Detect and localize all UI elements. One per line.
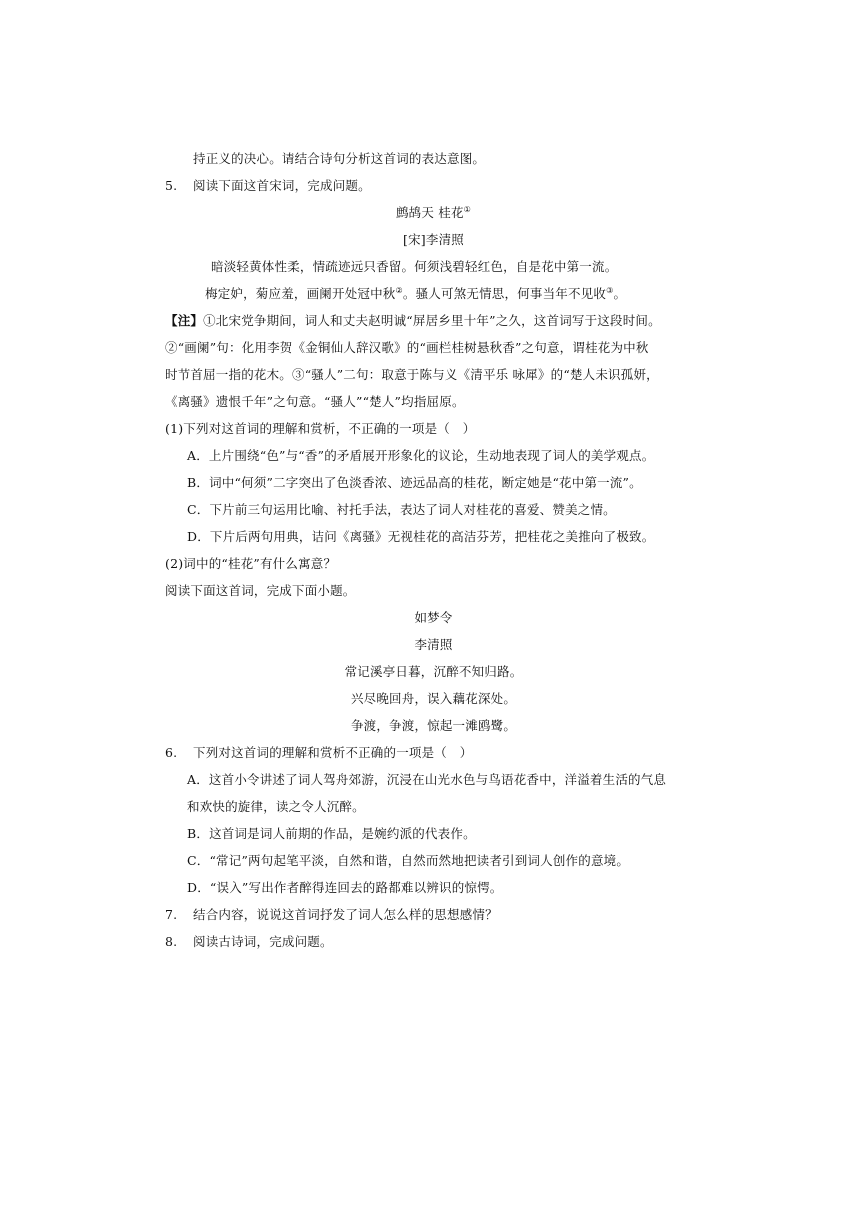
poem-line-part: 梅定妒，菊应羞，画阑开处冠中秋 [205, 286, 396, 301]
footnote-mark: ① [463, 204, 472, 214]
option-a: A．上片围绕“色”与“香”的矛盾展开形象化的议论，生动地表现了词人的美学观点。 [187, 448, 655, 463]
option-c: C．“常记”两句起笔平淡，自然和谐，自然而然地把读者引到词人创作的意境。 [187, 853, 630, 868]
group-prompt: 阅读下面这首词，完成下面小题。 [165, 583, 356, 598]
poem-line [205, 286, 626, 302]
question-number: 8. [165, 934, 178, 949]
question-7 [165, 907, 498, 923]
option-a: A．这首小令讲述了词人驾舟郊游，沉浸在山光水色与鸟语花香中，洋溢着生活的气息 [187, 772, 667, 787]
poem-title: 如梦令 [414, 610, 453, 625]
option-b: B．词中“何须”二字突出了色淡香浓、迹远品高的桂花，断定她是“花中第一流”。 [187, 475, 642, 490]
sub-question-2: (2)词中的“桂花”有什么寓意？ [165, 556, 337, 571]
poem-author: 李清照 [414, 637, 453, 652]
question-number: 6. [165, 745, 178, 760]
continuation-text: 持正义的决心。请结合诗句分析这首词的表达意图。 [193, 151, 486, 166]
footnote-mark: ② [395, 285, 403, 295]
poem-line: 常记溪亭日暮，沉醉不知归路。 [344, 664, 523, 679]
poem-line-part: 。 [613, 286, 627, 301]
option-d: D．“误入”写出作者醉得连回去的路都难以辨识的惊愕。 [187, 880, 503, 895]
poem-line: 暗淡轻黄体性柔，情疏迹远只香留。何须浅碧轻红色，自是花中第一流。 [211, 259, 618, 274]
question-prompt: 下列对这首词的理解和赏析不正确的一项是（ ） [193, 745, 473, 760]
question-prompt: 结合内容，说说这首词抒发了词人怎么样的思想感情？ [193, 907, 498, 922]
poem-title-text: 鹧鸪天 桂花 [395, 205, 464, 220]
notes-line: 《离骚》遗恨千年”之句意。“骚人”“楚人”均指屈原。 [165, 394, 465, 409]
notes-tag: 【注】 [165, 313, 204, 328]
poem-title [0, 205, 867, 221]
option-c: C．下片前三句运用比喻、衬托手法，表达了词人对桂花的喜爱、赞美之情。 [187, 502, 616, 517]
question-prompt: 阅读下面这首宋词，完成问题。 [193, 178, 371, 193]
sub-question-1: (1)下列对这首词的理解和赏析，不正确的一项是（ ） [165, 421, 476, 436]
poem-line: 兴尽晚回舟，误入藕花深处。 [350, 691, 517, 706]
poem-line-part: 。骚人可煞无情思，何事当年不见收 [402, 286, 607, 301]
notes-line: ②“画阑”句：化用李贺《金铜仙人辞汉歌》的“画栏桂树悬秋香”之句意，谓桂花为中秋 [165, 340, 649, 355]
question-number: 7. [165, 907, 178, 922]
notes-line: 时节首屈一指的花木。③“骚人”二句：取意于陈与义《清平乐 咏犀》的“楚人未识孤妍， [165, 367, 659, 382]
question-number: 5. [165, 178, 178, 193]
question-6 [165, 745, 472, 761]
option-b: B．这首词是词人前期的作品，是婉约派的代表作。 [187, 826, 476, 841]
notes-line [165, 313, 661, 329]
footnote-mark: ③ [606, 285, 614, 295]
question-8 [165, 934, 333, 950]
option-d: D．下片后两句用典，诘问《离骚》无视桂花的高洁芬芳，把桂花之美推向了极致。 [187, 529, 655, 544]
question-prompt: 阅读古诗词，完成问题。 [193, 934, 333, 949]
poem-line: 争渡，争渡，惊起一滩鸥鹭。 [350, 718, 517, 733]
notes-text: ①北宋党争期间，词人和丈夫赵明诚“屏居乡里十年”之久，这首词写于这段时间。 [203, 313, 661, 328]
question-5 [165, 178, 371, 194]
poem-author: [宋]李清照 [403, 232, 464, 247]
option-a-continued: 和欢快的旋律，读之令人沉醉。 [187, 799, 365, 814]
